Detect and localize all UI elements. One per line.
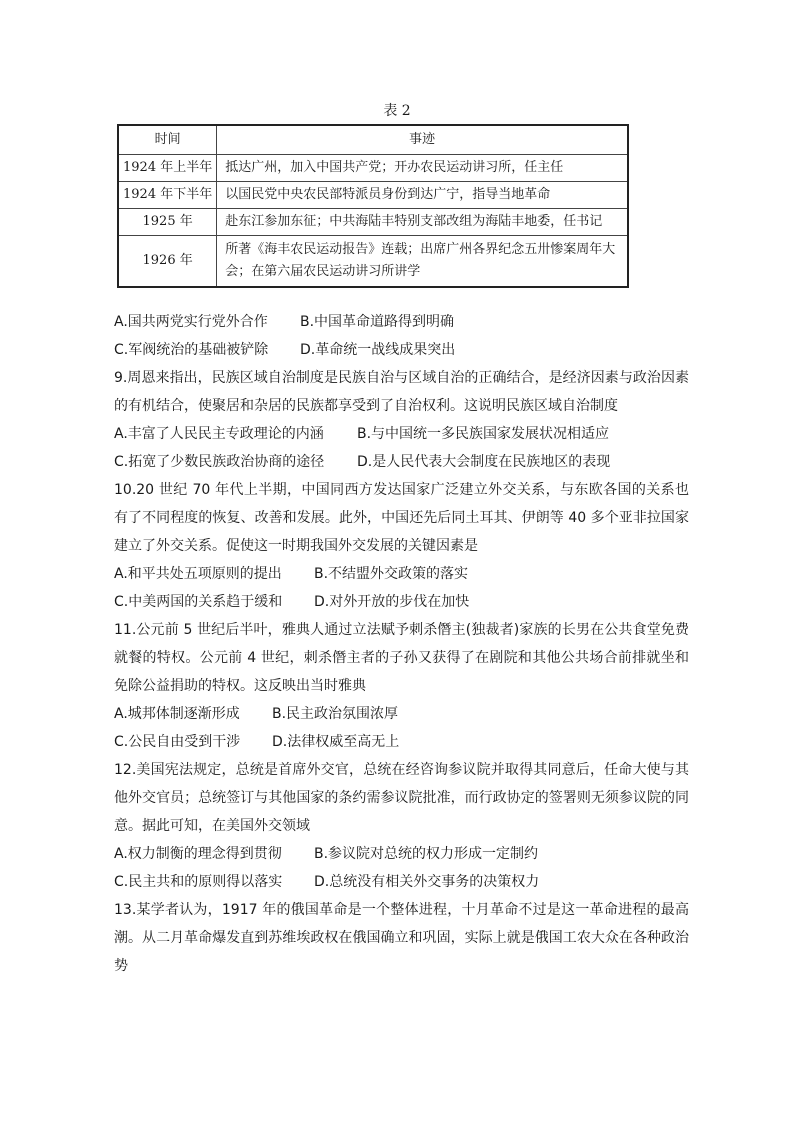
q8-option-b: B.中国革命道路得到明确 — [300, 314, 455, 330]
q12-options-row-1 — [114, 840, 689, 868]
q11-option-c: C.公民自由受到干涉 — [114, 734, 241, 750]
q12-option-c: C.民主共和的原则得以落实 — [114, 874, 283, 890]
questions — [114, 308, 689, 980]
q10-options-row-2 — [114, 588, 689, 616]
q11-option-a: A.城邦体制逐渐形成 — [114, 706, 240, 722]
q8-option-d: D.革命统一战线成果突出 — [300, 342, 456, 358]
q10-option-d: D.对外开放的步伐在加快 — [314, 594, 470, 610]
q10-option-a: A.和平共处五项原则的提出 — [114, 566, 282, 582]
q8-option-a: A.国共两党实行党外合作 — [114, 314, 268, 330]
q11-option-b: B.民主政治氛围浓厚 — [272, 706, 399, 722]
q11-option-d: D.法律权威至高无上 — [272, 734, 400, 750]
q9-options-row-2 — [114, 448, 689, 476]
cell-event: 所著《海丰农民运动报告》连载；出席广州各界纪念五卅惨案周年大会；在第六届农民运动讲习所讲学 — [217, 236, 628, 288]
table-header-row — [118, 125, 628, 155]
cell-event: 抵达广州，加入中国共产党；开办农民运动讲习所，任主任 — [217, 155, 628, 182]
cell-event: 以国民党中央农民部特派员身份到达广宁，指导当地革命 — [217, 182, 628, 209]
q12-stem: 12.美国宪法规定，总统是首席外交官，总统在经咨询参议院并取得其同意后，任命大使与其他外交官员；总统签订与其他国家的条约需参议院批准，而行政协定的签署则无须参议院的同意。据此可知，在美国外交领域 — [114, 762, 689, 834]
cell-event: 赴东江参加东征；中共海陆丰特别支部改组为海陆丰地委，任书记 — [217, 209, 628, 236]
table-caption: 表 2 — [383, 103, 411, 119]
events-table — [117, 124, 629, 288]
q9-option-b: B.与中国统一多民族国家发展状况相适应 — [357, 426, 610, 442]
q12-options-row-2 — [114, 868, 689, 896]
q10-options-row-1 — [114, 560, 689, 588]
cell-time: 1924 年上半年 — [118, 155, 217, 182]
q8-option-c: C.军阀统治的基础被铲除 — [114, 342, 269, 358]
q9-stem: 9.周恩来指出，民族区域自治制度是民族自治与区域自治的正确结合，是经济因素与政治因素的有机结合，使聚居和杂居的民族都享受到了自治权利。这说明民族区域自治制度 — [114, 370, 689, 414]
q9-option-c: C.拓宽了少数民族政治协商的途径 — [114, 454, 325, 470]
q10-option-b: B.不结盟外交政策的落实 — [314, 566, 469, 582]
q8-options-row-1 — [114, 308, 689, 336]
cell-time: 1924 年下半年 — [118, 182, 217, 209]
table-row — [118, 155, 628, 182]
table-row — [118, 236, 628, 288]
q12-option-a: A.权力制衡的理念得到贯彻 — [114, 846, 282, 862]
q12-option-d: D.总统没有相关外交事务的决策权力 — [314, 874, 540, 890]
cell-time: 1926 年 — [118, 236, 217, 288]
q8-options-row-2 — [114, 336, 689, 364]
header-event: 事迹 — [217, 125, 628, 155]
q12-option-b: B.参议院对总统的权力形成一定制约 — [314, 846, 539, 862]
q9-option-d: D.是人民代表大会制度在民族地区的表现 — [357, 454, 611, 470]
q13-stem: 13.某学者认为，1917 年的俄国革命是一个整体进程，十月革命不过是这一革命进程的最高潮。从二月革命爆发直到苏维埃政权在俄国确立和巩固，实际上就是俄国工农大众在各种政治势 — [114, 902, 689, 974]
q10-stem: 10.20 世纪 70 年代上半期，中国同西方发达国家广泛建立外交关系，与东欧各国的关系也有了不同程度的恢复、改善和发展。此外，中国还先后同土耳其、伊朗等 40 多个亚非拉国家建立了外交关系。促使这一时期我国外交发展的关键因素是 — [114, 482, 689, 554]
q11-options-row-2 — [114, 728, 689, 756]
header-time: 时间 — [118, 125, 217, 155]
q10-option-c: C.中美两国的关系趋于缓和 — [114, 594, 283, 610]
table-row — [118, 182, 628, 209]
q11-stem: 11.公元前 5 世纪后半叶，雅典人通过立法赋予刺杀僭主(独裁者)家族的长男在公共食堂免费就餐的特权。公元前 4 世纪，刺杀僭主者的子孙又获得了在剧院和其他公共场合前排就坐和免除公益捐助的特权。这反映出当时雅典 — [114, 622, 689, 694]
q11-options-row-1 — [114, 700, 689, 728]
q9-option-a: A.丰富了人民民主专政理论的内涵 — [114, 426, 324, 442]
cell-time: 1925 年 — [118, 209, 217, 236]
table-row — [118, 209, 628, 236]
q9-options-row-1 — [114, 420, 689, 448]
